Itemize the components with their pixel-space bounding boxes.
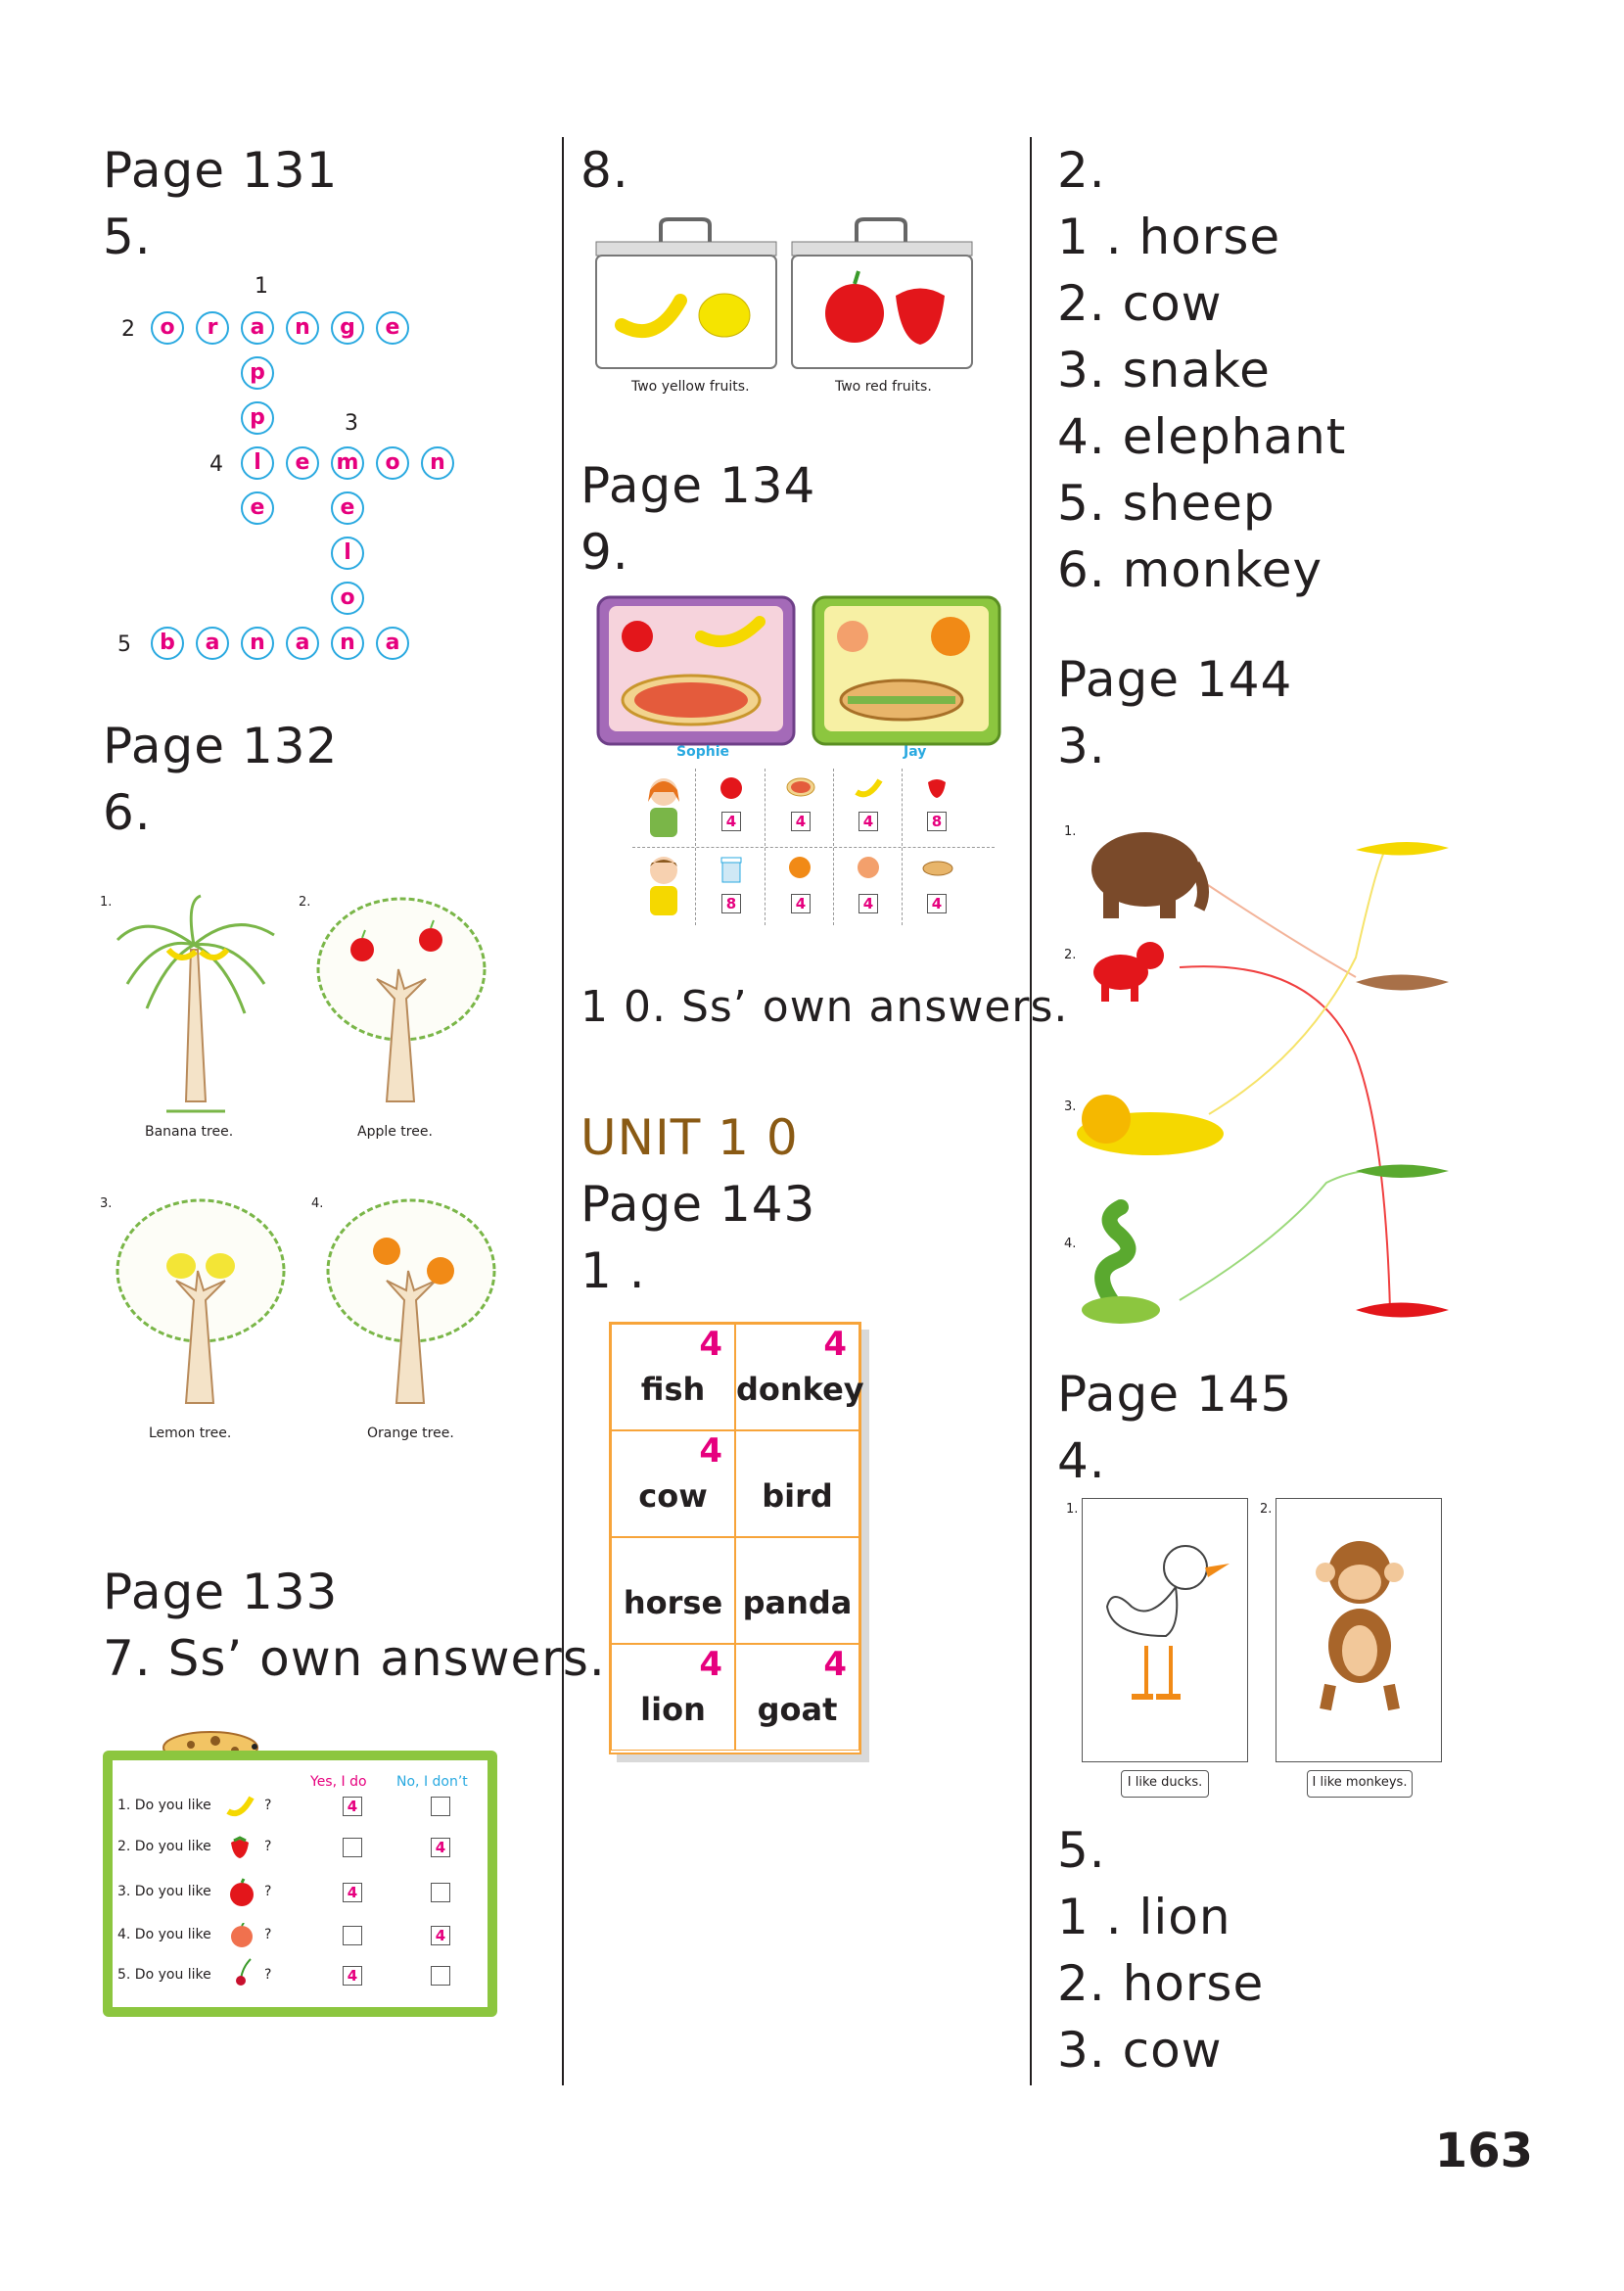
sophie-tray xyxy=(593,592,799,749)
grid-cell xyxy=(611,1644,735,1751)
answer-item: 2. cow xyxy=(1057,275,1223,332)
crossword-cell: r xyxy=(196,311,229,345)
red-fruits-box xyxy=(788,217,976,374)
lemon-tree-picture xyxy=(108,1192,294,1418)
grid-word: cow xyxy=(638,1477,708,1515)
no-checkbox[interactable] xyxy=(431,1797,450,1816)
tree-number: 4. xyxy=(311,1196,324,1211)
question-text: 2. Do you like xyxy=(117,1839,211,1854)
yes-checkbox[interactable] xyxy=(343,1838,362,1857)
bubble-text: I like monkeys. xyxy=(1312,1775,1408,1790)
yes-checkbox[interactable]: 4 xyxy=(343,1883,362,1902)
question-mark: ? xyxy=(264,1884,272,1899)
grid-mark: 4 xyxy=(699,1431,722,1471)
grid-mark: 4 xyxy=(699,1645,722,1684)
grid-word: goat xyxy=(757,1691,838,1728)
heading-page-143: Page 143 xyxy=(580,1176,816,1233)
heading-exercise-10: 1 0. Ss’ own answers. xyxy=(580,982,1069,1032)
grid-word: horse xyxy=(623,1584,723,1621)
heading-exercise-7: 7. Ss’ own answers. xyxy=(103,1630,606,1687)
yes-checkbox[interactable]: 4 xyxy=(343,1797,362,1816)
girl-avatar xyxy=(642,772,686,841)
clue-number: 4 xyxy=(209,452,223,477)
crossword-cell: a xyxy=(376,627,409,660)
question-text: 3. Do you like xyxy=(117,1884,211,1899)
crossword-cell: a xyxy=(286,627,319,660)
unit-title: UNIT 1 0 xyxy=(580,1109,799,1166)
match-number: 2. xyxy=(1064,948,1077,962)
page-133-headings xyxy=(103,1559,606,1692)
grid-word: panda xyxy=(742,1584,853,1621)
answer-item: 6. monkey xyxy=(1057,541,1323,598)
grid-word: bird xyxy=(762,1477,833,1515)
heading-exercise-5b: 5. xyxy=(1057,1822,1106,1879)
column-1 xyxy=(103,137,543,270)
heading-exercise-9: 9. xyxy=(580,524,629,581)
no-checkbox[interactable] xyxy=(431,1883,450,1902)
grid-word: donkey xyxy=(736,1371,864,1408)
crossword-cell: e xyxy=(286,446,319,480)
grid-cell xyxy=(611,1537,735,1644)
speech-bubble xyxy=(1121,1770,1209,1798)
match-number: 1. xyxy=(1064,824,1077,839)
no-checkbox[interactable]: 4 xyxy=(431,1838,450,1857)
match-number: 3. xyxy=(1064,1099,1077,1114)
question-mark: ? xyxy=(264,1798,272,1813)
heading-exercise-4: 4. xyxy=(1057,1432,1106,1489)
exercise-2-list xyxy=(1057,137,1346,603)
apple-icon xyxy=(719,774,744,800)
box-caption: Two yellow fruits. xyxy=(631,379,750,395)
heading-exercise-6: 6. xyxy=(103,784,152,841)
column-divider-2 xyxy=(1030,137,1032,2085)
col-divider xyxy=(765,769,766,925)
crossword-cell: a xyxy=(241,311,274,345)
peach-icon xyxy=(229,1923,255,1948)
column-divider-1 xyxy=(562,137,564,2085)
crossword-cell: n xyxy=(286,311,319,345)
apple-icon xyxy=(227,1878,256,1907)
sandwich-icon xyxy=(922,859,953,878)
survey-row xyxy=(117,1878,489,1907)
question-text: 4. Do you like xyxy=(117,1927,211,1942)
heading-page-133: Page 133 xyxy=(103,1564,339,1620)
animal-grid xyxy=(609,1322,864,1754)
no-header: No, I don’t xyxy=(396,1774,468,1790)
food-mark: 4 xyxy=(927,894,947,913)
box-caption: Two red fruits. xyxy=(835,379,932,395)
answer-item: 2. horse xyxy=(1057,1955,1265,2012)
exercise-8-heading xyxy=(580,137,629,204)
fruit-survey xyxy=(103,1723,499,2017)
duck-picture xyxy=(1092,1528,1239,1724)
question-mark: ? xyxy=(264,1967,272,1983)
jay-tray xyxy=(809,592,1004,749)
crossword-cell: o xyxy=(151,311,184,345)
matching-picture xyxy=(1062,811,1463,1349)
animal-cards xyxy=(1062,1498,1463,1801)
orange-icon xyxy=(787,855,812,880)
yes-checkbox[interactable] xyxy=(343,1926,362,1945)
crossword-cell: p xyxy=(241,401,274,435)
heading-exercise-1: 1 . xyxy=(580,1242,646,1299)
tree-caption: Lemon tree. xyxy=(149,1426,232,1441)
page-144-headings xyxy=(1057,646,1292,779)
heading-exercise-8: 8. xyxy=(580,142,629,199)
tree-number: 3. xyxy=(100,1196,113,1211)
page-number: 163 xyxy=(1434,2124,1533,2178)
yes-checkbox[interactable]: 4 xyxy=(343,1966,362,1986)
speech-bubble xyxy=(1307,1770,1413,1798)
question-text: 1. Do you like xyxy=(117,1798,211,1813)
pizza-icon xyxy=(786,776,815,798)
yogurt-icon xyxy=(719,855,744,884)
food-mark: 4 xyxy=(791,812,811,831)
yellow-fruits-box xyxy=(592,217,780,374)
crossword xyxy=(117,274,470,676)
match-number: 4. xyxy=(1064,1237,1077,1251)
crossword-cell: p xyxy=(241,356,274,390)
heading-page-145: Page 145 xyxy=(1057,1366,1293,1423)
answer-item: 1 . lion xyxy=(1057,1889,1231,1945)
no-checkbox[interactable] xyxy=(431,1966,450,1986)
page-132-headings xyxy=(103,713,338,846)
tree-caption: Apple tree. xyxy=(357,1124,433,1140)
heading-page-134: Page 134 xyxy=(580,457,816,514)
food-mark: 4 xyxy=(858,812,878,831)
animal-food-matching xyxy=(1062,811,1463,1349)
lunchboxes-exercise-8 xyxy=(592,217,984,413)
strawberry-icon xyxy=(924,774,950,800)
page-134-headings xyxy=(580,452,815,585)
banana-tree-picture xyxy=(108,891,284,1116)
crossword-cell: n xyxy=(331,627,364,660)
banana-icon xyxy=(225,1792,255,1819)
food-mark: 8 xyxy=(927,812,947,831)
duck-card xyxy=(1082,1498,1248,1762)
trees-exercise xyxy=(98,891,509,1459)
tree-number: 1. xyxy=(100,895,113,910)
clue-number: 2 xyxy=(121,317,135,342)
card-number: 2. xyxy=(1260,1502,1273,1517)
heading-exercise-5: 5. xyxy=(103,209,152,265)
food-mark: 8 xyxy=(721,894,741,913)
row-divider xyxy=(632,847,995,848)
question-text: 5. Do you like xyxy=(117,1967,211,1983)
yes-header: Yes, I do xyxy=(310,1774,367,1790)
page-145-headings xyxy=(1057,1361,1292,1494)
heading-page-132: Page 132 xyxy=(103,718,339,774)
crossword-cell: l xyxy=(331,537,364,570)
col-divider xyxy=(902,769,903,925)
lunch-trays-exercise-9 xyxy=(593,592,1004,930)
grid-cell xyxy=(611,1324,735,1430)
tray-name-sophie: Sophie xyxy=(676,744,729,760)
crossword-cell: n xyxy=(241,627,274,660)
apple-tree-picture xyxy=(308,891,494,1116)
grid-cell xyxy=(735,1644,859,1751)
grid-word: lion xyxy=(640,1691,706,1728)
grid-cell xyxy=(735,1324,864,1430)
grid-mark: 4 xyxy=(699,1325,722,1364)
survey-row xyxy=(117,1792,489,1821)
banana-icon xyxy=(854,774,883,800)
survey-row xyxy=(117,1963,489,1992)
no-checkbox[interactable]: 4 xyxy=(431,1926,450,1945)
bubble-text: I like ducks. xyxy=(1127,1775,1203,1790)
grid-mark: 4 xyxy=(823,1325,847,1364)
monkey-card xyxy=(1276,1498,1442,1762)
survey-row xyxy=(117,1921,489,1950)
exercise-10-heading xyxy=(580,974,1068,1041)
answer-item: 5. sheep xyxy=(1057,475,1276,532)
survey-row xyxy=(117,1833,489,1862)
food-mark: 4 xyxy=(721,812,741,831)
grid-cell xyxy=(611,1430,735,1537)
tree-caption: Orange tree. xyxy=(367,1426,454,1441)
question-mark: ? xyxy=(264,1839,272,1854)
crossword-cell: e xyxy=(331,491,364,525)
heading-page-131: Page 131 xyxy=(103,142,339,199)
question-mark: ? xyxy=(264,1927,272,1942)
col-divider xyxy=(833,769,834,925)
crossword-cell: a xyxy=(196,627,229,660)
grid-cell xyxy=(735,1430,859,1537)
exercise-5-list xyxy=(1057,1817,1264,2083)
food-mark: 4 xyxy=(858,894,878,913)
clue-number: 5 xyxy=(117,632,131,657)
grid-mark: 4 xyxy=(823,1645,847,1684)
crossword-cell: o xyxy=(331,582,364,615)
answer-item: 4. elephant xyxy=(1057,408,1347,465)
crossword-cell: e xyxy=(241,491,274,525)
food-mark: 4 xyxy=(791,894,811,913)
grid-cell xyxy=(735,1537,859,1644)
clue-number: 3 xyxy=(345,411,358,436)
crossword-cell: l xyxy=(241,446,274,480)
crossword-cell: b xyxy=(151,627,184,660)
clue-number: 1 xyxy=(255,274,268,299)
tree-number: 2. xyxy=(299,895,311,910)
answer-item: 3. cow xyxy=(1057,2022,1223,2079)
tray-name-jay: Jay xyxy=(904,744,927,760)
strawberry-icon xyxy=(227,1835,253,1860)
crossword-cell: n xyxy=(421,446,454,480)
tree-caption: Banana tree. xyxy=(145,1124,234,1140)
col-divider xyxy=(695,769,696,925)
orange-tree-picture xyxy=(318,1192,504,1418)
crossword-cell: g xyxy=(331,311,364,345)
crossword-cell: e xyxy=(376,311,409,345)
food-table xyxy=(632,769,995,925)
boy-avatar xyxy=(642,851,686,919)
crossword-cell: m xyxy=(331,446,364,480)
heading-page-144: Page 144 xyxy=(1057,651,1293,708)
grid-word: fish xyxy=(640,1371,706,1408)
answer-item: 1 . horse xyxy=(1057,209,1281,265)
card-number: 1. xyxy=(1066,1502,1079,1517)
heading-exercise-3: 3. xyxy=(1057,718,1106,774)
cherry-icon xyxy=(231,1957,256,1987)
crossword-cell: o xyxy=(376,446,409,480)
monkey-picture xyxy=(1286,1528,1433,1724)
heading-exercise-2: 2. xyxy=(1057,142,1106,199)
answer-item: 3. snake xyxy=(1057,342,1271,398)
peach-icon xyxy=(856,855,881,880)
unit-10-headings xyxy=(580,1104,815,1304)
